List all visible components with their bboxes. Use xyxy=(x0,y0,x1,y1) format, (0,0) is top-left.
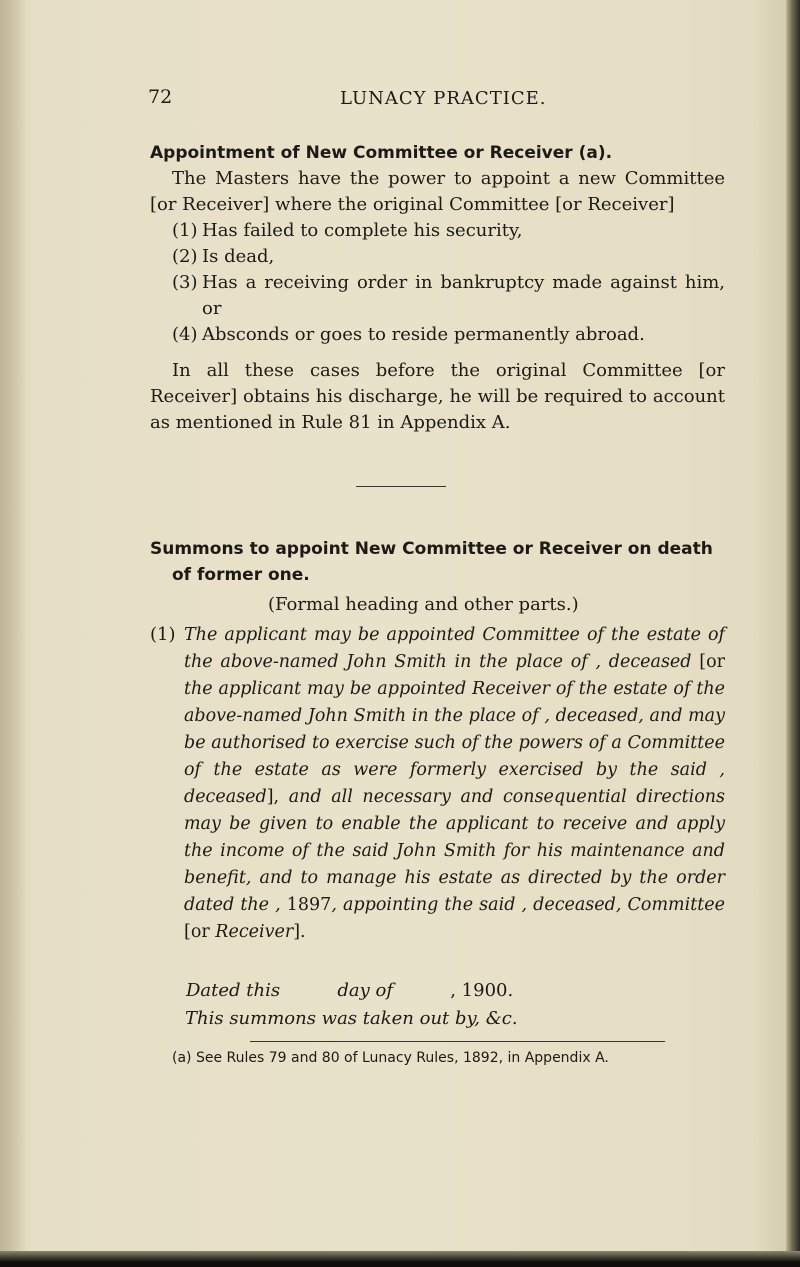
form-text: The applicant may be appointed Committee of the estate of the above-named John Smith in the place of , deceased xyxy=(184,625,725,672)
dated-day-of: day of xyxy=(337,980,393,1001)
list-item xyxy=(172,244,725,270)
list-item-text: Absconds or goes to reside permanently abroad. xyxy=(202,324,645,345)
form-bracket: [or xyxy=(184,922,216,942)
list-item xyxy=(172,322,725,348)
form-bracket: ]. xyxy=(293,922,306,942)
list-item-text: Has a receiving order in bankruptcy made against him, or xyxy=(202,272,725,319)
form-bracket: ], xyxy=(266,787,289,807)
footnote-divider xyxy=(250,1041,665,1042)
list-item-number: (2) xyxy=(172,246,198,267)
section-divider xyxy=(356,486,446,487)
list-item-text: Is dead, xyxy=(202,246,275,267)
section-heading: Appointment of New Committee or Receiver (a). xyxy=(150,143,613,163)
page-header xyxy=(0,86,800,116)
intro-paragraph: The Masters have the power to appoint a new Committee [or Receiver] where the original Committee [or Receiver] xyxy=(150,168,725,215)
dated-year: , 1900. xyxy=(450,980,514,1001)
footnote: (a) See Rules 79 and 80 of Lunacy Rules, 1892, in Appendix A. xyxy=(172,1050,609,1066)
section-summons-heading xyxy=(150,536,725,588)
section-appointment xyxy=(150,140,725,436)
form-item-number: (1) xyxy=(150,624,176,645)
form-text: , appointing the said , deceased, Committee xyxy=(331,895,726,915)
list-item-number: (4) xyxy=(172,324,198,345)
list-item-text: Has failed to complete his security, xyxy=(202,220,523,241)
closing-paragraph: In all these cases before the original Committee [or Receiver] obtains his discharge, he will be required to account as mentioned in Rule 81 in Appendix A. xyxy=(150,360,725,433)
list-item xyxy=(172,218,725,244)
dated-this: Dated this xyxy=(186,980,281,1001)
list-item-number: (1) xyxy=(172,220,198,241)
form-bracket: [or xyxy=(699,652,725,672)
dated-line xyxy=(186,980,513,1001)
summons-form-text xyxy=(184,622,725,946)
form-year: 1897 xyxy=(286,895,332,915)
form-text: the applicant may be appointed Receiver of the estate of the above-named John Smith in the place of , deceased, and may be authorised to exercise such of the powers of a Committee of the estate as were formerly exercised by the said , deceased xyxy=(184,679,725,807)
running-title: LUNACY PRACTICE. xyxy=(340,88,547,109)
page-bottom-edge xyxy=(0,1251,800,1267)
page-gutter-shadow xyxy=(0,0,26,1267)
summons-taken-out-by: This summons was taken out by, &c. xyxy=(185,1008,518,1029)
form-text: Receiver xyxy=(215,922,294,942)
list-item-number: (3) xyxy=(172,272,198,293)
formal-heading: (Formal heading and other parts.) xyxy=(268,594,579,615)
page-right-edge xyxy=(786,0,800,1267)
form-text: and all necessary and consequential directions may be given to enable the applicant to receive and apply the income of the said John Smith for his maintenance and benefit, and to manage his estate as directed by the order dated the , xyxy=(184,787,726,915)
list-item xyxy=(172,270,725,322)
section-heading: Summons to appoint New Committee or Receiver on death of former one. xyxy=(150,539,713,585)
page-number: 72 xyxy=(148,86,173,108)
